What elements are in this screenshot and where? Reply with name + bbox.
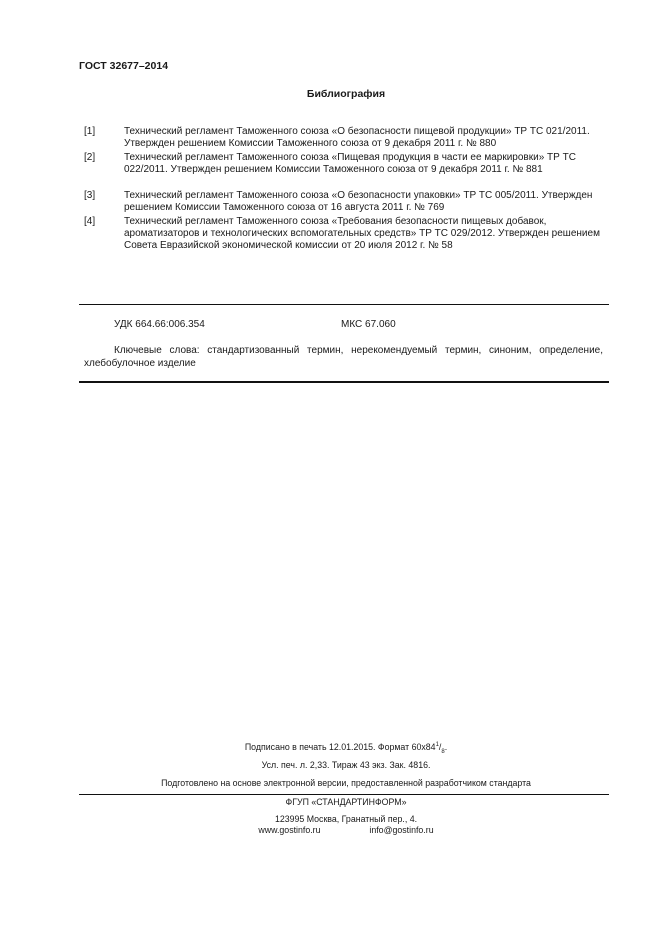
divider-bottom	[79, 381, 609, 383]
bibliography-item	[84, 190, 604, 214]
keywords: Ключевые слова: стандартизованный термин, нерекомендуемый термин, синоним, определение, хлебобулочное изделие	[84, 345, 603, 369]
format-numerator: 1	[435, 742, 439, 749]
bibliography-item	[84, 126, 604, 150]
section-title: Библиография	[306, 88, 386, 100]
imprint-signed: Подписано в печать 12.01.2015. Формат $60x84^1/_8$.	[244, 742, 448, 755]
udk-code: УДК 664.66:006.354	[114, 319, 205, 330]
imprint-contacts	[0, 825, 661, 835]
bibliography-text: Технический регламент Таможенного союза «Требования безопасности пищевых добавок, ароматизаторов и технологических вспомогательных средств» ТР ТС 029/2012. Утвержден решением Совета Евразийской экономической комиссии от 20 июля 2012 г. № 58	[124, 216, 600, 251]
bibliography-number: [4]	[84, 216, 96, 227]
imprint-print-info: Усл. печ. л. 2,33. Тираж 43 экз. Зак. 4816.	[261, 760, 431, 770]
bibliography-item	[84, 152, 604, 176]
bibliography-number: [2]	[84, 152, 96, 163]
bibliography-number: [3]	[84, 190, 96, 201]
imprint-divider	[79, 794, 609, 795]
bibliography-text: Технический регламент Таможенного союза «О безопасности упаковки» ТР ТС 005/2011. Утвержден решением Комиссии Таможенного союза от 16 августа 2011 г. № 769	[124, 190, 593, 213]
imprint-address: 123995 Москва, Гранатный пер., 4.	[274, 814, 418, 824]
format-denominator: 8	[441, 748, 445, 755]
email-link[interactable]: info@gostinfo.ru	[369, 825, 434, 835]
bibliography-text: Технический регламент Таможенного союза «О безопасности пищевой продукции» ТР ТС 021/2011. Утвержден решением Комиссии Таможенного союза от 9 декабря 2011 г. № 880	[124, 126, 590, 149]
imprint-signed-text: Подписано в печать 12.01.2015. Формат 60x84	[244, 742, 436, 752]
divider-top	[79, 304, 609, 305]
bibliography-number: [1]	[84, 126, 96, 137]
website-link[interactable]: www.gostinfo.ru	[258, 825, 321, 835]
bibliography-text: Технический регламент Таможенного союза «Пищевая продукция в части ее маркировки» ТР ТС 022/2011. Утвержден решением Комиссии Таможенного союза от 9 декабря 2011 г. № 881	[124, 152, 576, 175]
bibliography-item	[84, 216, 604, 252]
mks-code: МКС 67.060	[341, 319, 396, 330]
imprint-prepared: Подготовлено на основе электронной версии, предоставленной разработчиком стандарта	[161, 778, 531, 788]
standard-code: ГОСТ 32677–2014	[79, 60, 169, 72]
imprint-publisher: ФГУП «СТАНДАРТИНФОРМ»	[285, 797, 407, 807]
